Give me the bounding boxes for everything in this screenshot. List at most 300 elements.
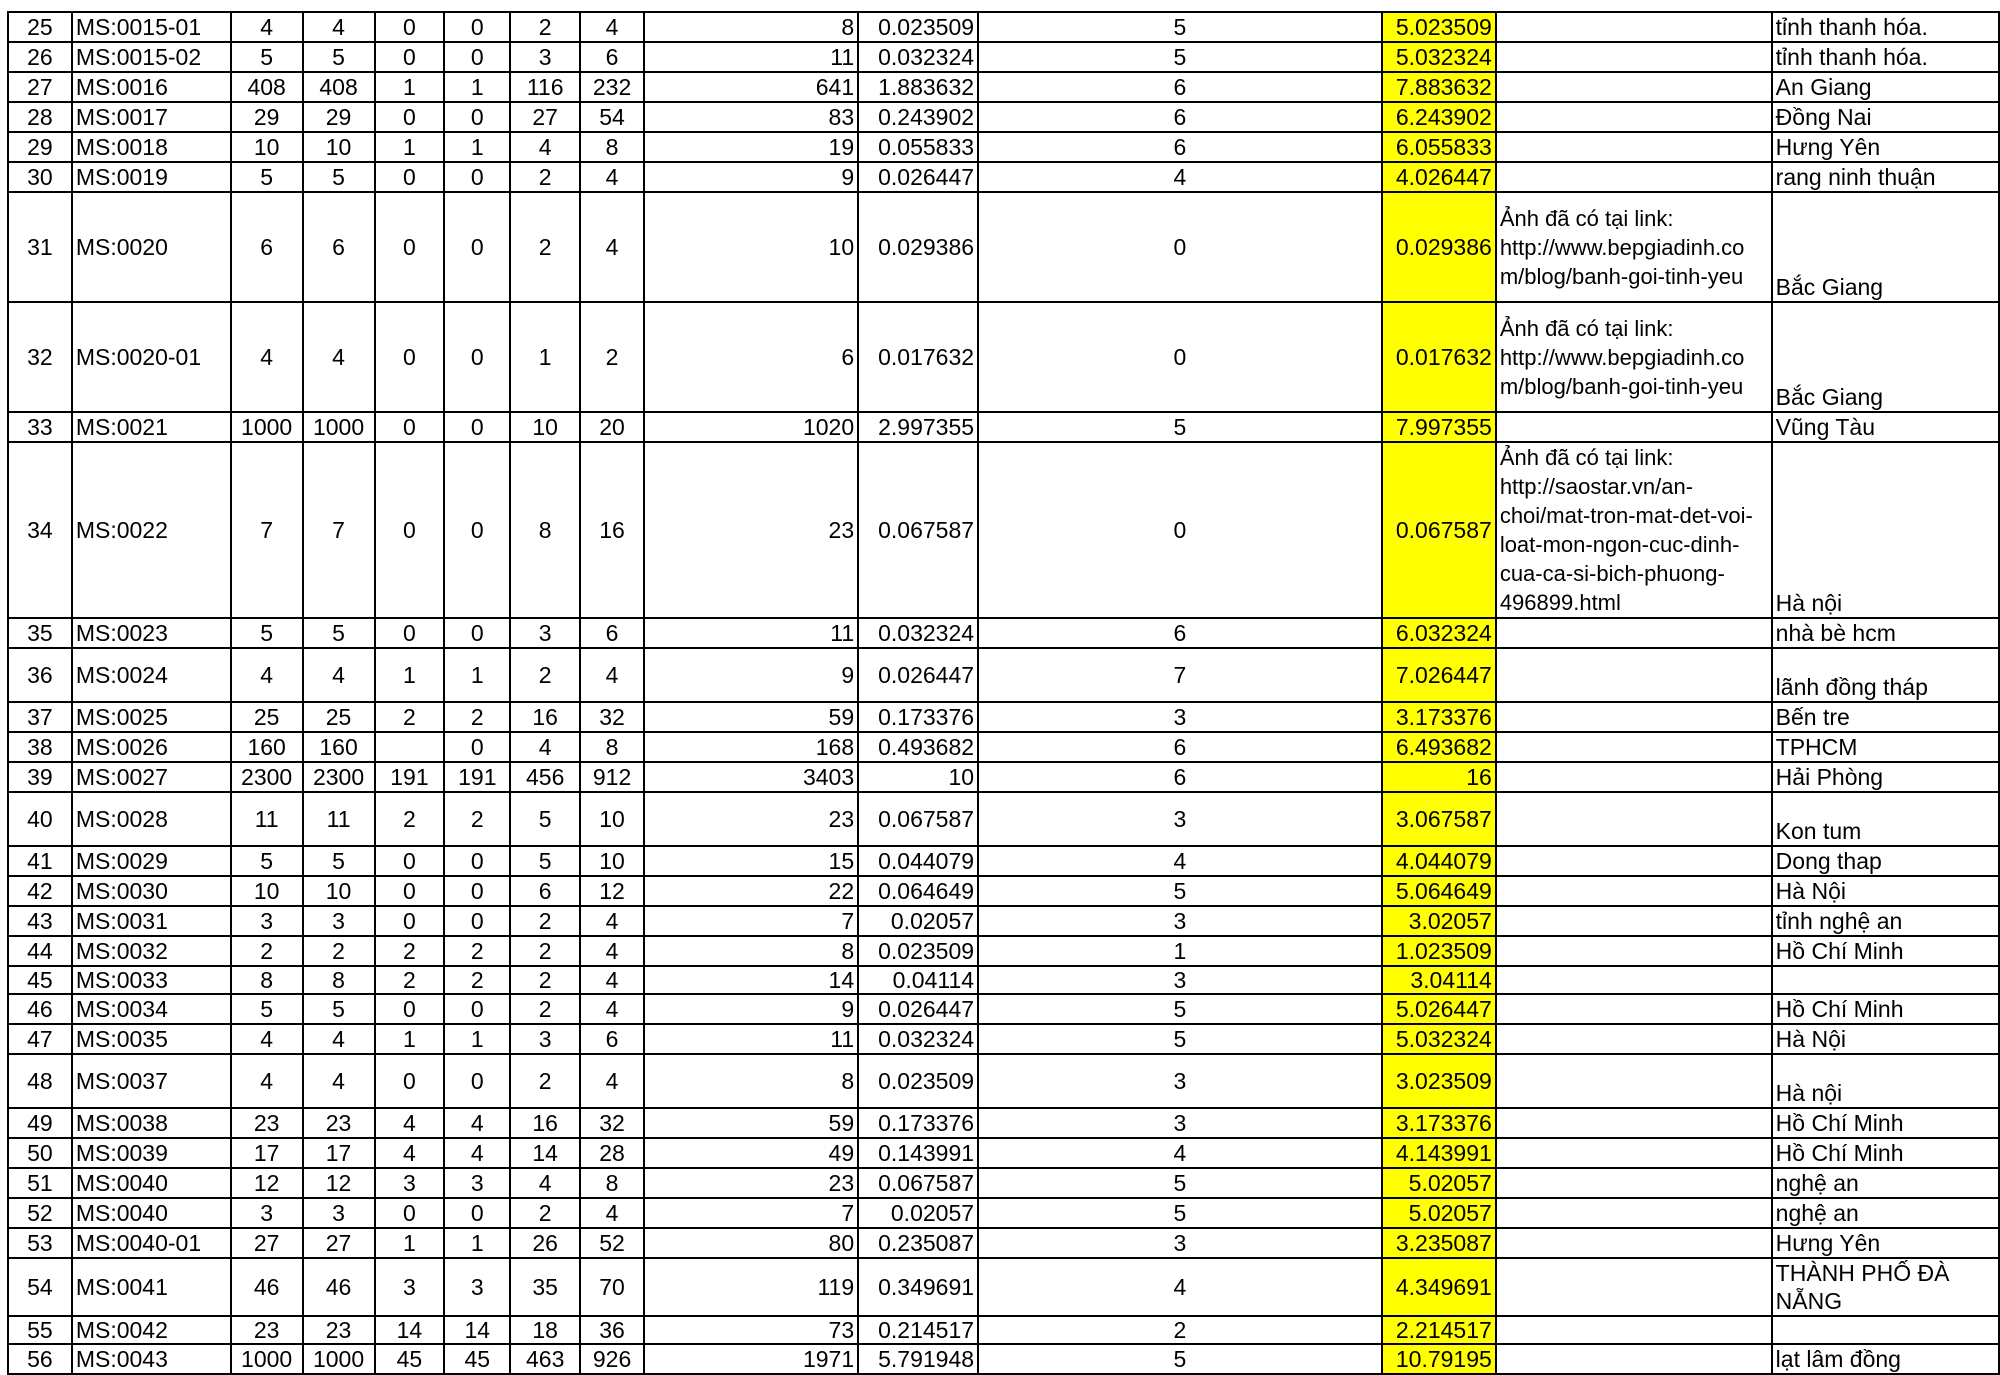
row-number-cell[interactable]: 43 (8, 906, 72, 936)
value-b-cell[interactable]: 5 (303, 618, 375, 648)
ratio-cell[interactable]: 0.044079 (858, 846, 978, 876)
value-a-cell[interactable]: 5 (231, 618, 303, 648)
location-cell[interactable]: Hồ Chí Minh (1772, 1108, 1999, 1138)
ratio-cell[interactable]: 0.214517 (858, 1316, 978, 1344)
value-d-cell[interactable]: 0 (444, 846, 510, 876)
score-cell[interactable]: 7.026447 (1382, 648, 1496, 702)
value-c-cell[interactable]: 2 (375, 966, 445, 994)
value-e-cell[interactable]: 3 (510, 1024, 580, 1054)
value-a-cell[interactable]: 4 (231, 12, 303, 42)
value-d-cell[interactable]: 45 (444, 1344, 510, 1374)
row-number-cell[interactable]: 39 (8, 762, 72, 792)
value-f-cell[interactable]: 4 (580, 936, 644, 966)
row-number-cell[interactable]: 46 (8, 994, 72, 1024)
note-cell[interactable] (1496, 42, 1772, 72)
value-c-cell[interactable]: 1 (375, 1228, 445, 1258)
value-a-cell[interactable]: 8 (231, 966, 303, 994)
note-cell[interactable] (1496, 966, 1772, 994)
total-cell[interactable]: 7 (644, 1198, 858, 1228)
value-a-cell[interactable]: 25 (231, 702, 303, 732)
location-cell[interactable]: An Giang (1772, 72, 1999, 102)
points-cell[interactable]: 6 (978, 102, 1382, 132)
points-cell[interactable]: 3 (978, 792, 1382, 846)
ratio-cell[interactable]: 0.067587 (858, 1168, 978, 1198)
note-cell[interactable] (1496, 732, 1772, 762)
row-number-cell[interactable]: 45 (8, 966, 72, 994)
value-b-cell[interactable]: 11 (303, 792, 375, 846)
row-number-cell[interactable]: 29 (8, 132, 72, 162)
ratio-cell[interactable]: 0.349691 (858, 1258, 978, 1316)
note-cell[interactable] (1496, 762, 1772, 792)
ratio-cell[interactable]: 10 (858, 762, 978, 792)
note-cell[interactable] (1496, 648, 1772, 702)
row-number-cell[interactable]: 34 (8, 442, 72, 618)
item-code-cell[interactable]: MS:0017 (72, 102, 231, 132)
total-cell[interactable]: 10 (644, 192, 858, 302)
score-cell[interactable]: 0.017632 (1382, 302, 1496, 412)
row-number-cell[interactable]: 54 (8, 1258, 72, 1316)
total-cell[interactable]: 9 (644, 994, 858, 1024)
item-code-cell[interactable]: MS:0019 (72, 162, 231, 192)
value-c-cell[interactable]: 0 (375, 12, 445, 42)
note-cell[interactable] (1496, 936, 1772, 966)
value-a-cell[interactable]: 4 (231, 648, 303, 702)
note-cell[interactable] (1496, 1138, 1772, 1168)
value-e-cell[interactable]: 2 (510, 994, 580, 1024)
value-e-cell[interactable]: 116 (510, 72, 580, 102)
points-cell[interactable]: 3 (978, 702, 1382, 732)
total-cell[interactable]: 1971 (644, 1344, 858, 1374)
location-cell[interactable]: Hà Nội (1772, 876, 1999, 906)
value-d-cell[interactable]: 4 (444, 1138, 510, 1168)
value-f-cell[interactable]: 4 (580, 1198, 644, 1228)
value-d-cell[interactable]: 0 (444, 42, 510, 72)
note-cell[interactable]: Ảnh đã có tại link: http://saostar.vn/an-choi/mat-tron-mat-det-voi-loat-mon-ngon-cuc-dinh-cua-ca-si-bich-phuong-496899.html (1496, 442, 1772, 618)
note-cell[interactable] (1496, 702, 1772, 732)
location-cell[interactable]: THÀNH PHỐ ĐÀ NẴNG (1772, 1258, 1999, 1316)
location-cell[interactable]: Hồ Chí Minh (1772, 1138, 1999, 1168)
score-cell[interactable]: 4.044079 (1382, 846, 1496, 876)
value-b-cell[interactable]: 29 (303, 102, 375, 132)
note-cell[interactable] (1496, 162, 1772, 192)
value-a-cell[interactable]: 27 (231, 1228, 303, 1258)
value-b-cell[interactable]: 23 (303, 1316, 375, 1344)
value-f-cell[interactable]: 36 (580, 1316, 644, 1344)
total-cell[interactable]: 9 (644, 648, 858, 702)
item-code-cell[interactable]: MS:0021 (72, 412, 231, 442)
location-cell[interactable]: Bắc Giang (1772, 192, 1999, 302)
score-cell[interactable]: 3.04114 (1382, 966, 1496, 994)
score-cell[interactable]: 6.243902 (1382, 102, 1496, 132)
note-cell[interactable] (1496, 1316, 1772, 1344)
note-cell[interactable] (1496, 1168, 1772, 1198)
value-b-cell[interactable]: 23 (303, 1108, 375, 1138)
points-cell[interactable]: 3 (978, 906, 1382, 936)
row-number-cell[interactable]: 44 (8, 936, 72, 966)
value-d-cell[interactable]: 0 (444, 102, 510, 132)
ratio-cell[interactable]: 0.493682 (858, 732, 978, 762)
value-a-cell[interactable]: 4 (231, 302, 303, 412)
value-a-cell[interactable]: 160 (231, 732, 303, 762)
ratio-cell[interactable]: 0.064649 (858, 876, 978, 906)
row-number-cell[interactable]: 38 (8, 732, 72, 762)
item-code-cell[interactable]: MS:0032 (72, 936, 231, 966)
value-f-cell[interactable]: 10 (580, 846, 644, 876)
row-number-cell[interactable]: 53 (8, 1228, 72, 1258)
total-cell[interactable]: 73 (644, 1316, 858, 1344)
row-number-cell[interactable]: 35 (8, 618, 72, 648)
value-b-cell[interactable]: 160 (303, 732, 375, 762)
value-a-cell[interactable]: 46 (231, 1258, 303, 1316)
value-c-cell[interactable]: 0 (375, 906, 445, 936)
points-cell[interactable]: 0 (978, 442, 1382, 618)
score-cell[interactable]: 5.064649 (1382, 876, 1496, 906)
value-e-cell[interactable]: 10 (510, 412, 580, 442)
value-f-cell[interactable]: 4 (580, 192, 644, 302)
score-cell[interactable]: 3.023509 (1382, 1054, 1496, 1108)
score-cell[interactable]: 3.173376 (1382, 702, 1496, 732)
value-d-cell[interactable]: 1 (444, 1024, 510, 1054)
value-a-cell[interactable]: 4 (231, 1054, 303, 1108)
value-a-cell[interactable]: 1000 (231, 412, 303, 442)
value-a-cell[interactable]: 23 (231, 1316, 303, 1344)
value-f-cell[interactable]: 4 (580, 994, 644, 1024)
total-cell[interactable]: 8 (644, 12, 858, 42)
row-number-cell[interactable]: 47 (8, 1024, 72, 1054)
score-cell[interactable]: 7.883632 (1382, 72, 1496, 102)
score-cell[interactable]: 7.997355 (1382, 412, 1496, 442)
location-cell[interactable]: lãnh đồng tháp (1772, 648, 1999, 702)
value-d-cell[interactable]: 0 (444, 192, 510, 302)
value-b-cell[interactable]: 5 (303, 846, 375, 876)
value-c-cell[interactable]: 3 (375, 1258, 445, 1316)
points-cell[interactable]: 5 (978, 1344, 1382, 1374)
note-cell[interactable] (1496, 72, 1772, 102)
location-cell[interactable]: Bến tre (1772, 702, 1999, 732)
ratio-cell[interactable]: 0.029386 (858, 192, 978, 302)
value-a-cell[interactable]: 3 (231, 1198, 303, 1228)
ratio-cell[interactable]: 0.032324 (858, 1024, 978, 1054)
item-code-cell[interactable]: MS:0034 (72, 994, 231, 1024)
score-cell[interactable]: 3.235087 (1382, 1228, 1496, 1258)
value-f-cell[interactable]: 28 (580, 1138, 644, 1168)
note-cell[interactable] (1496, 618, 1772, 648)
value-f-cell[interactable]: 4 (580, 1054, 644, 1108)
ratio-cell[interactable]: 0.173376 (858, 1108, 978, 1138)
row-number-cell[interactable]: 48 (8, 1054, 72, 1108)
total-cell[interactable]: 7 (644, 906, 858, 936)
value-f-cell[interactable]: 912 (580, 762, 644, 792)
row-number-cell[interactable]: 55 (8, 1316, 72, 1344)
value-e-cell[interactable]: 5 (510, 792, 580, 846)
value-d-cell[interactable]: 0 (444, 1054, 510, 1108)
points-cell[interactable]: 6 (978, 618, 1382, 648)
score-cell[interactable]: 6.055833 (1382, 132, 1496, 162)
value-c-cell[interactable]: 2 (375, 792, 445, 846)
value-a-cell[interactable]: 2300 (231, 762, 303, 792)
points-cell[interactable]: 4 (978, 1138, 1382, 1168)
value-a-cell[interactable]: 5 (231, 994, 303, 1024)
row-number-cell[interactable]: 36 (8, 648, 72, 702)
value-d-cell[interactable]: 191 (444, 762, 510, 792)
location-cell[interactable]: tỉnh thanh hóa. (1772, 42, 1999, 72)
value-d-cell[interactable]: 0 (444, 1198, 510, 1228)
value-e-cell[interactable]: 2 (510, 192, 580, 302)
value-b-cell[interactable]: 6 (303, 192, 375, 302)
ratio-cell[interactable]: 0.173376 (858, 702, 978, 732)
item-code-cell[interactable]: MS:0042 (72, 1316, 231, 1344)
value-f-cell[interactable]: 4 (580, 906, 644, 936)
location-cell[interactable]: Dong thap (1772, 846, 1999, 876)
value-e-cell[interactable]: 2 (510, 12, 580, 42)
value-b-cell[interactable]: 5 (303, 42, 375, 72)
value-b-cell[interactable]: 2 (303, 936, 375, 966)
row-number-cell[interactable]: 40 (8, 792, 72, 846)
ratio-cell[interactable]: 5.791948 (858, 1344, 978, 1374)
value-b-cell[interactable]: 12 (303, 1168, 375, 1198)
value-c-cell[interactable]: 0 (375, 412, 445, 442)
value-b-cell[interactable]: 46 (303, 1258, 375, 1316)
value-d-cell[interactable]: 1 (444, 132, 510, 162)
note-cell[interactable] (1496, 846, 1772, 876)
score-cell[interactable]: 5.026447 (1382, 994, 1496, 1024)
value-f-cell[interactable]: 6 (580, 1024, 644, 1054)
score-cell[interactable]: 10.79195 (1382, 1344, 1496, 1374)
value-c-cell[interactable]: 0 (375, 876, 445, 906)
value-e-cell[interactable]: 27 (510, 102, 580, 132)
value-c-cell[interactable]: 0 (375, 42, 445, 72)
score-cell[interactable]: 5.032324 (1382, 42, 1496, 72)
total-cell[interactable]: 11 (644, 1024, 858, 1054)
item-code-cell[interactable]: MS:0031 (72, 906, 231, 936)
ratio-cell[interactable]: 0.026447 (858, 994, 978, 1024)
total-cell[interactable]: 15 (644, 846, 858, 876)
item-code-cell[interactable]: MS:0043 (72, 1344, 231, 1374)
value-c-cell[interactable]: 1 (375, 132, 445, 162)
points-cell[interactable]: 0 (978, 302, 1382, 412)
note-cell[interactable] (1496, 412, 1772, 442)
location-cell[interactable] (1772, 1316, 1999, 1344)
item-code-cell[interactable]: MS:0016 (72, 72, 231, 102)
value-b-cell[interactable]: 2300 (303, 762, 375, 792)
value-f-cell[interactable]: 8 (580, 1168, 644, 1198)
row-number-cell[interactable]: 42 (8, 876, 72, 906)
value-c-cell[interactable]: 45 (375, 1344, 445, 1374)
value-d-cell[interactable]: 3 (444, 1258, 510, 1316)
ratio-cell[interactable]: 0.026447 (858, 648, 978, 702)
row-number-cell[interactable]: 30 (8, 162, 72, 192)
note-cell[interactable]: Ảnh đã có tại link: http://www.bepgiadinh.co m/blog/banh-goi-tinh-yeu (1496, 302, 1772, 412)
value-a-cell[interactable]: 1000 (231, 1344, 303, 1374)
row-number-cell[interactable]: 50 (8, 1138, 72, 1168)
value-f-cell[interactable]: 10 (580, 792, 644, 846)
note-cell[interactable] (1496, 1258, 1772, 1316)
score-cell[interactable]: 5.023509 (1382, 12, 1496, 42)
value-d-cell[interactable]: 2 (444, 936, 510, 966)
value-b-cell[interactable]: 4 (303, 1024, 375, 1054)
value-b-cell[interactable]: 17 (303, 1138, 375, 1168)
value-e-cell[interactable]: 16 (510, 702, 580, 732)
value-b-cell[interactable]: 408 (303, 72, 375, 102)
value-c-cell[interactable]: 0 (375, 846, 445, 876)
note-cell[interactable] (1496, 1228, 1772, 1258)
location-cell[interactable]: nghệ an (1772, 1198, 1999, 1228)
item-code-cell[interactable]: MS:0022 (72, 442, 231, 618)
total-cell[interactable]: 9 (644, 162, 858, 192)
total-cell[interactable]: 641 (644, 72, 858, 102)
location-cell[interactable]: Hồ Chí Minh (1772, 994, 1999, 1024)
note-cell[interactable] (1496, 1054, 1772, 1108)
value-a-cell[interactable]: 5 (231, 162, 303, 192)
value-c-cell[interactable]: 1 (375, 648, 445, 702)
points-cell[interactable]: 0 (978, 192, 1382, 302)
note-cell[interactable] (1496, 906, 1772, 936)
value-e-cell[interactable]: 4 (510, 732, 580, 762)
row-number-cell[interactable]: 28 (8, 102, 72, 132)
value-c-cell[interactable]: 14 (375, 1316, 445, 1344)
value-b-cell[interactable]: 5 (303, 162, 375, 192)
location-cell[interactable]: Hải Phòng (1772, 762, 1999, 792)
points-cell[interactable]: 4 (978, 846, 1382, 876)
row-number-cell[interactable]: 49 (8, 1108, 72, 1138)
score-cell[interactable]: 6.032324 (1382, 618, 1496, 648)
item-code-cell[interactable]: MS:0040-01 (72, 1228, 231, 1258)
value-b-cell[interactable]: 5 (303, 994, 375, 1024)
row-number-cell[interactable]: 56 (8, 1344, 72, 1374)
points-cell[interactable]: 5 (978, 412, 1382, 442)
value-f-cell[interactable]: 54 (580, 102, 644, 132)
item-code-cell[interactable]: MS:0037 (72, 1054, 231, 1108)
value-a-cell[interactable]: 5 (231, 846, 303, 876)
value-f-cell[interactable]: 32 (580, 1108, 644, 1138)
points-cell[interactable]: 6 (978, 132, 1382, 162)
value-e-cell[interactable]: 14 (510, 1138, 580, 1168)
note-cell[interactable] (1496, 1024, 1772, 1054)
points-cell[interactable]: 4 (978, 1258, 1382, 1316)
value-b-cell[interactable]: 3 (303, 906, 375, 936)
points-cell[interactable]: 3 (978, 1054, 1382, 1108)
note-cell[interactable] (1496, 792, 1772, 846)
value-f-cell[interactable]: 70 (580, 1258, 644, 1316)
score-cell[interactable]: 4.349691 (1382, 1258, 1496, 1316)
value-e-cell[interactable]: 1 (510, 302, 580, 412)
value-f-cell[interactable]: 2 (580, 302, 644, 412)
value-a-cell[interactable]: 12 (231, 1168, 303, 1198)
value-e-cell[interactable]: 2 (510, 936, 580, 966)
points-cell[interactable]: 5 (978, 1168, 1382, 1198)
value-e-cell[interactable]: 2 (510, 1198, 580, 1228)
note-cell[interactable] (1496, 102, 1772, 132)
location-cell[interactable]: nhà bè hcm (1772, 618, 1999, 648)
total-cell[interactable]: 22 (644, 876, 858, 906)
value-f-cell[interactable]: 6 (580, 42, 644, 72)
item-code-cell[interactable]: MS:0029 (72, 846, 231, 876)
points-cell[interactable]: 6 (978, 72, 1382, 102)
value-c-cell[interactable]: 0 (375, 442, 445, 618)
value-c-cell[interactable]: 1 (375, 72, 445, 102)
score-cell[interactable]: 3.173376 (1382, 1108, 1496, 1138)
points-cell[interactable]: 5 (978, 994, 1382, 1024)
value-b-cell[interactable]: 4 (303, 1054, 375, 1108)
value-b-cell[interactable]: 10 (303, 132, 375, 162)
value-f-cell[interactable]: 8 (580, 132, 644, 162)
total-cell[interactable]: 59 (644, 702, 858, 732)
ratio-cell[interactable]: 0.032324 (858, 618, 978, 648)
total-cell[interactable]: 83 (644, 102, 858, 132)
value-c-cell[interactable]: 0 (375, 302, 445, 412)
value-a-cell[interactable]: 4 (231, 1024, 303, 1054)
total-cell[interactable]: 11 (644, 618, 858, 648)
value-e-cell[interactable]: 16 (510, 1108, 580, 1138)
total-cell[interactable]: 119 (644, 1258, 858, 1316)
value-b-cell[interactable]: 7 (303, 442, 375, 618)
points-cell[interactable]: 6 (978, 732, 1382, 762)
score-cell[interactable]: 0.067587 (1382, 442, 1496, 618)
score-cell[interactable]: 3.02057 (1382, 906, 1496, 936)
value-d-cell[interactable]: 2 (444, 792, 510, 846)
value-d-cell[interactable]: 0 (444, 412, 510, 442)
item-code-cell[interactable]: MS:0033 (72, 966, 231, 994)
total-cell[interactable]: 23 (644, 442, 858, 618)
value-a-cell[interactable]: 11 (231, 792, 303, 846)
value-f-cell[interactable]: 4 (580, 648, 644, 702)
row-number-cell[interactable]: 31 (8, 192, 72, 302)
note-cell[interactable] (1496, 132, 1772, 162)
ratio-cell[interactable]: 0.023509 (858, 936, 978, 966)
item-code-cell[interactable]: MS:0028 (72, 792, 231, 846)
value-c-cell[interactable]: 0 (375, 102, 445, 132)
note-cell[interactable] (1496, 12, 1772, 42)
ratio-cell[interactable]: 0.02057 (858, 906, 978, 936)
note-cell[interactable] (1496, 876, 1772, 906)
value-e-cell[interactable]: 18 (510, 1316, 580, 1344)
note-cell[interactable]: Ảnh đã có tại link: http://www.bepgiadinh.co m/blog/banh-goi-tinh-yeu (1496, 192, 1772, 302)
total-cell[interactable]: 19 (644, 132, 858, 162)
points-cell[interactable]: 5 (978, 1024, 1382, 1054)
value-b-cell[interactable]: 1000 (303, 1344, 375, 1374)
location-cell[interactable]: tỉnh nghệ an (1772, 906, 1999, 936)
value-d-cell[interactable]: 2 (444, 966, 510, 994)
ratio-cell[interactable]: 0.143991 (858, 1138, 978, 1168)
value-b-cell[interactable]: 25 (303, 702, 375, 732)
score-cell[interactable]: 5.02057 (1382, 1198, 1496, 1228)
row-number-cell[interactable]: 33 (8, 412, 72, 442)
value-c-cell[interactable]: 0 (375, 994, 445, 1024)
value-d-cell[interactable]: 0 (444, 906, 510, 936)
location-cell[interactable]: Hà nội (1772, 1054, 1999, 1108)
points-cell[interactable]: 5 (978, 42, 1382, 72)
score-cell[interactable]: 16 (1382, 762, 1496, 792)
item-code-cell[interactable]: MS:0040 (72, 1198, 231, 1228)
location-cell[interactable]: Hà Nội (1772, 1024, 1999, 1054)
value-e-cell[interactable]: 2 (510, 648, 580, 702)
points-cell[interactable]: 4 (978, 162, 1382, 192)
item-code-cell[interactable]: MS:0030 (72, 876, 231, 906)
total-cell[interactable]: 59 (644, 1108, 858, 1138)
value-e-cell[interactable]: 4 (510, 132, 580, 162)
value-d-cell[interactable]: 0 (444, 994, 510, 1024)
item-code-cell[interactable]: MS:0024 (72, 648, 231, 702)
value-d-cell[interactable]: 3 (444, 1168, 510, 1198)
location-cell[interactable] (1772, 966, 1999, 994)
item-code-cell[interactable]: MS:0018 (72, 132, 231, 162)
total-cell[interactable]: 168 (644, 732, 858, 762)
item-code-cell[interactable]: MS:0015-02 (72, 42, 231, 72)
ratio-cell[interactable]: 0.017632 (858, 302, 978, 412)
note-cell[interactable] (1496, 1344, 1772, 1374)
value-b-cell[interactable]: 27 (303, 1228, 375, 1258)
location-cell[interactable]: Vũng Tàu (1772, 412, 1999, 442)
